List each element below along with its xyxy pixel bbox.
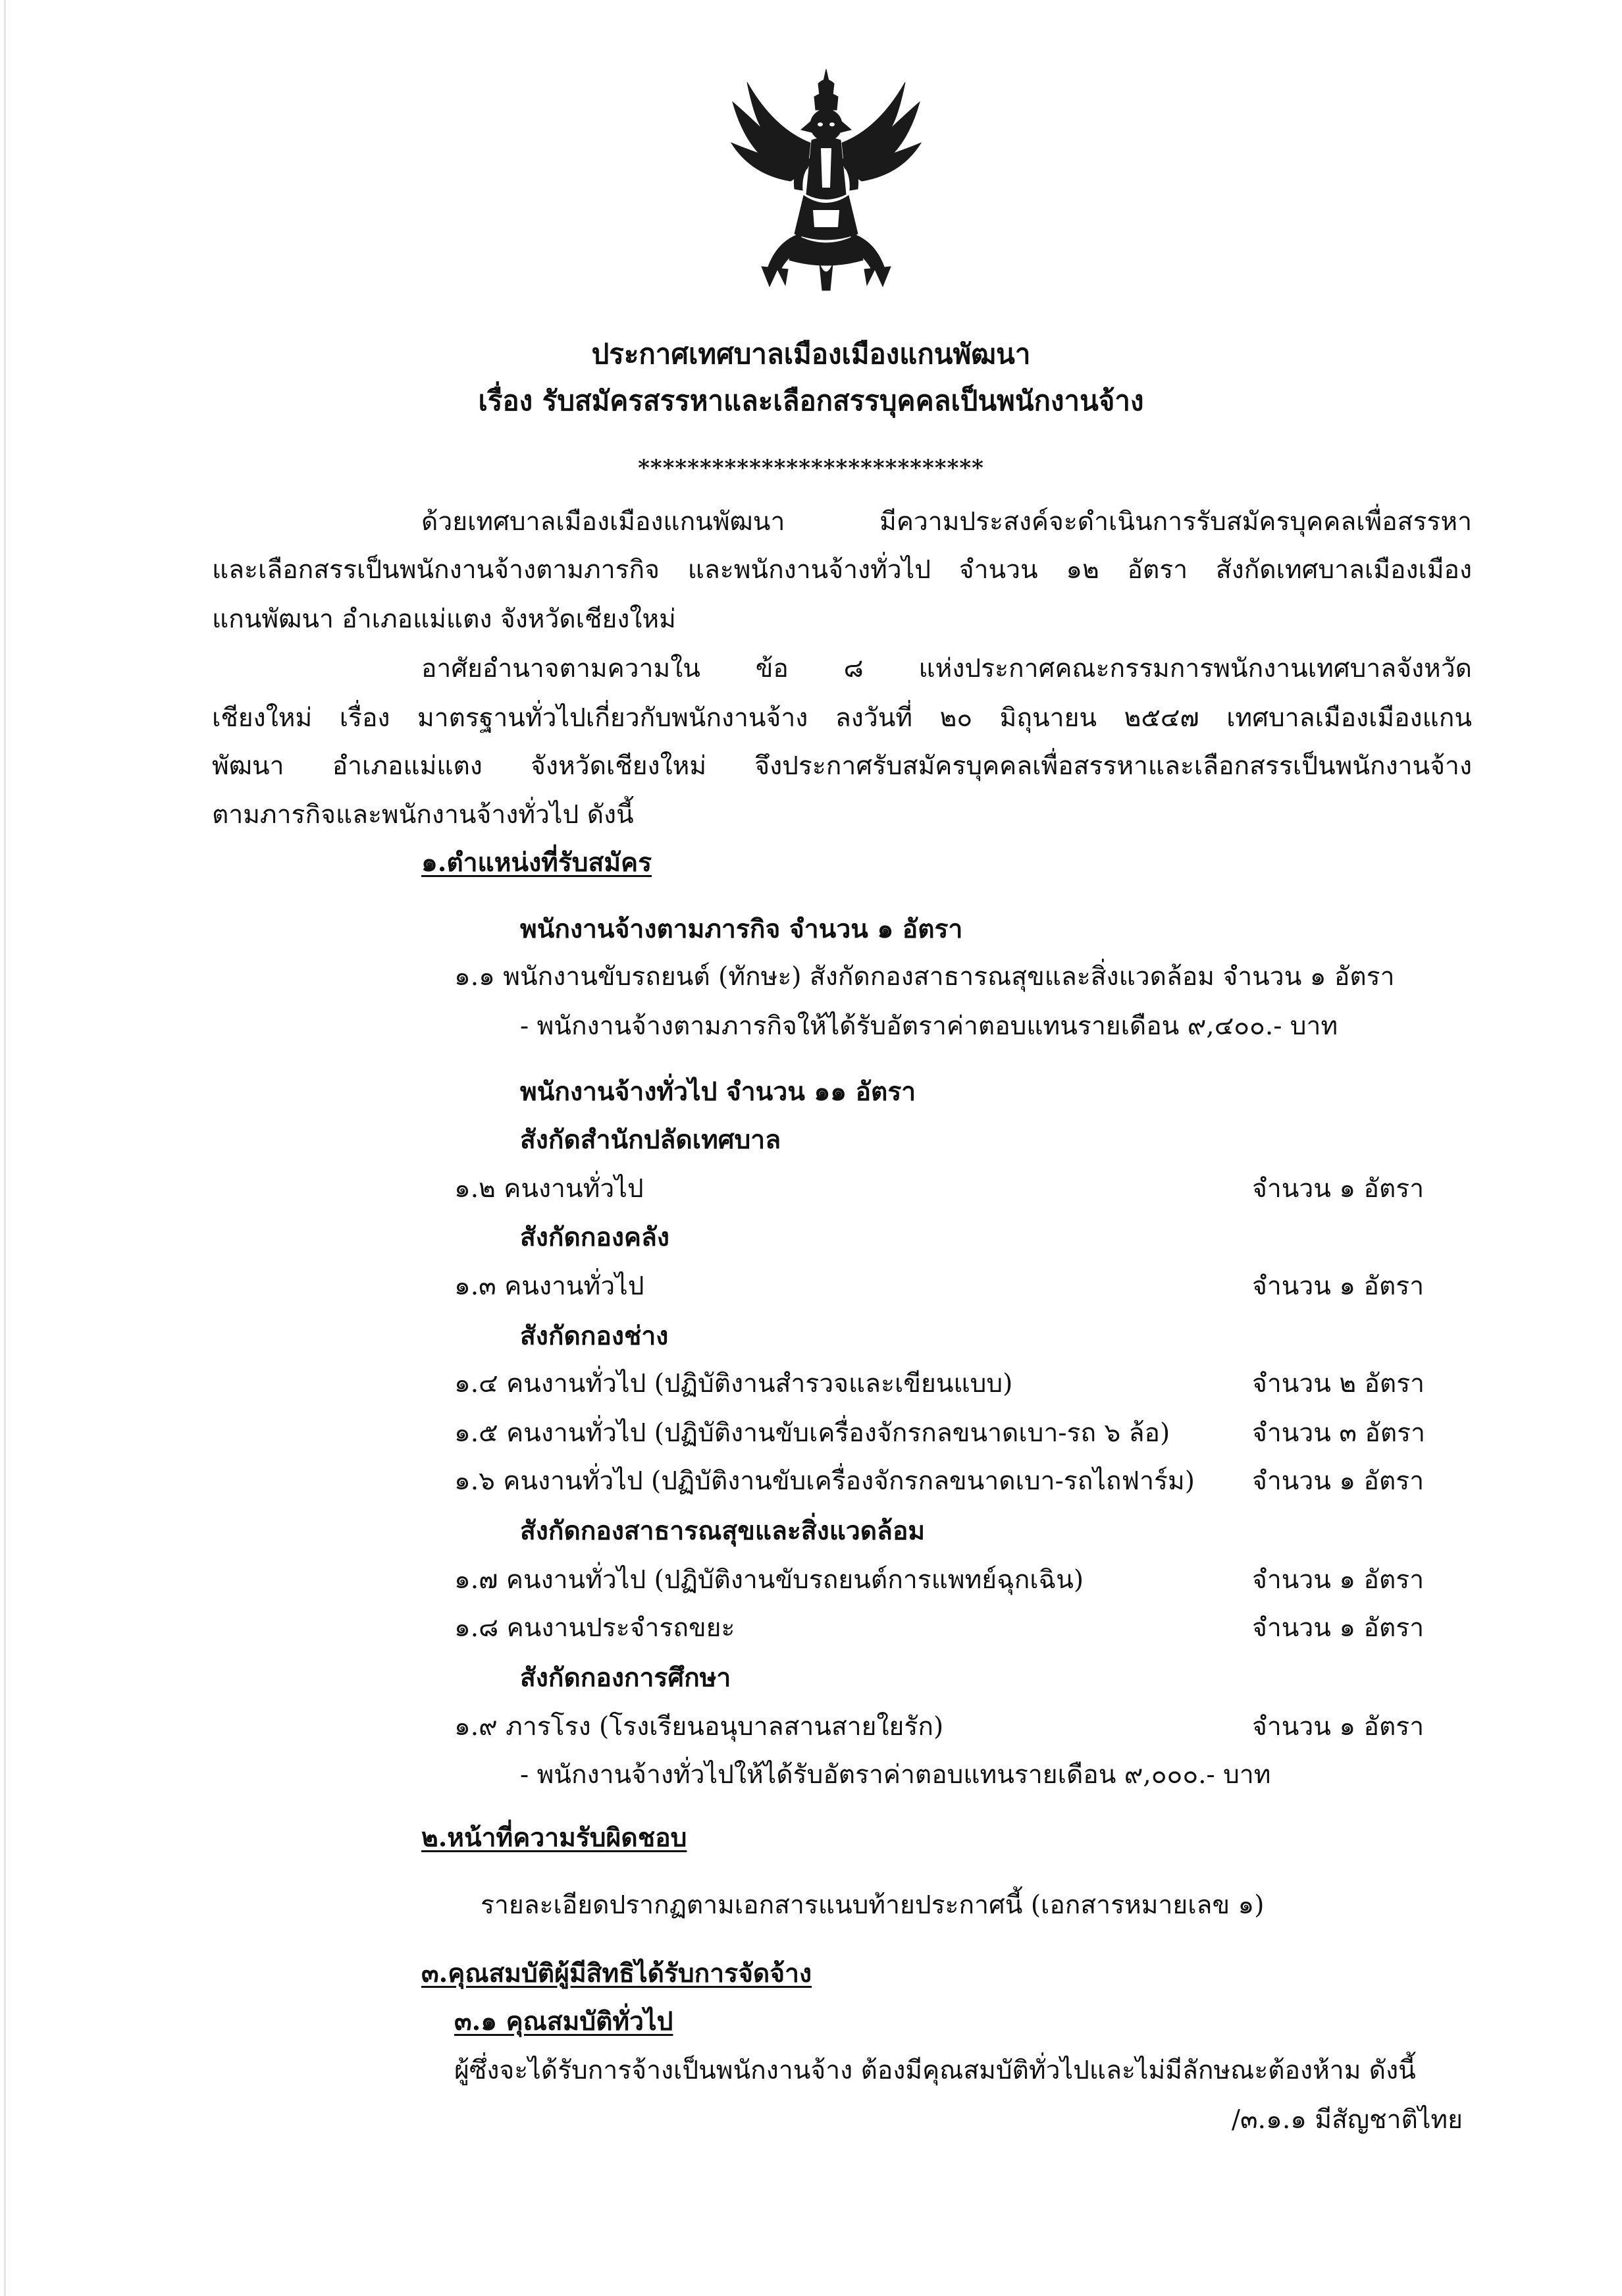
- item-1-3-count: จำนวน ๑ อัตรา: [1252, 1271, 1425, 1301]
- section1-heading: ๑.ตำแหน่งที่รับสมัคร: [421, 847, 652, 878]
- unit-office: สังกัดสำนักปลัดเทศบาล: [520, 1125, 781, 1155]
- garuda-emblem: [727, 69, 925, 293]
- intro-p1-line2: และเลือกสรรเป็นพนักงานจ้างตามภารกิจ และพนักงานจ้างทั่วไป จำนวน ๑๒ อัตรา สังกัดเทศบาลเมืองเมือง: [212, 555, 1472, 585]
- item-1-7-count: จำนวน ๑ อัตรา: [1252, 1565, 1425, 1595]
- mission-staff-heading: พนักงานจ้างตามภารกิจ จำนวน ๑ อัตรา: [520, 914, 963, 944]
- item-1-4-count: จำนวน ๒ อัตรา: [1252, 1369, 1425, 1399]
- stars-divider: ****************************: [638, 455, 984, 481]
- item-1-3-label: ๑.๓ คนงานทั่วไป: [454, 1271, 644, 1301]
- item-1-8-count: จำนวน ๑ อัตรา: [1252, 1613, 1425, 1643]
- intro-p1-line1: ด้วยเทศบาลเมืองเมืองแกนพัฒนา มีความประสงค์จะดำเนินการรับสมัครบุคคลเพื่อสรรหา: [421, 507, 1472, 537]
- section3-heading: ๓.คุณสมบัติผู้มีสิทธิได้รับการจัดจ้าง: [421, 1958, 812, 1989]
- item-1-7-label: ๑.๗ คนงานทั่วไป (ปฏิบัติงานขับรถยนต์การแพทย์ฉุกเฉิน): [454, 1565, 1084, 1595]
- item-1-4-label: ๑.๔ คนงานทั่วไป (ปฏิบัติงานสำรวจและเขียนแบบ): [454, 1369, 1013, 1399]
- mission-pay: - พนักงานจ้างตามภารกิจให้ได้รับอัตราค่าตอบแทนรายเดือน ๙,๔๐๐.- บาท: [520, 1011, 1338, 1041]
- general-pay: - พนักงานจ้างทั่วไปให้ได้รับอัตราค่าตอบแทนรายเดือน ๙,๐๐๐.- บาท: [520, 1760, 1271, 1790]
- section3-sub-heading: ๓.๑ คุณสมบัติทั่วไป: [454, 2006, 673, 2037]
- unit-engineering: สังกัดกองช่าง: [520, 1321, 669, 1351]
- item-1-6-label: ๑.๖ คนงานทั่วไป (ปฏิบัติงานขับเครื่องจักรกลขนาดเบา-รถไถฟาร์ม): [454, 1466, 1195, 1496]
- item-1-5-count: จำนวน ๓ อัตรา: [1252, 1418, 1426, 1448]
- intro-p2-line1: อาศัยอำนาจตามความใน ข้อ ๘ แห่งประกาศคณะกรรมการพนักงานเทศบาลจังหวัด: [421, 654, 1472, 683]
- announcement-subject: เรื่อง รับสมัครสรรหาและเลือกสรรบุคคลเป็นพนักงานจ้าง: [478, 385, 1144, 417]
- item-1-1: ๑.๑ พนักงานขับรถยนต์ (ทักษะ) สังกัดกองสาธารณสุขและสิ่งแวดล้อม จำนวน ๑ อัตรา: [454, 962, 1395, 992]
- section2-text: รายละเอียดปรากฏตามเอกสารแนบท้ายประกาศนี้ (เอกสารหมายเลข ๑): [481, 1890, 1265, 1920]
- general-staff-heading: พนักงานจ้างทั่วไป จำนวน ๑๑ อัตรา: [520, 1077, 916, 1107]
- item-1-9-count: จำนวน ๑ อัตรา: [1252, 1712, 1425, 1742]
- section2-heading: ๒.หน้าที่ความรับผิดชอบ: [421, 1823, 687, 1853]
- intro-p2-line3: พัฒนา อำเภอแม่แตง จังหวัดเชียงใหม่ จึงประกาศรับสมัครบุคคลเพื่อสรรหาและเลือกสรรเป็นพนักงานจ้าง: [212, 751, 1472, 781]
- intro-p1-line3: แกนพัฒนา อำเภอแม่แตง จังหวัดเชียงใหม่: [212, 604, 676, 634]
- unit-finance: สังกัดกองคลัง: [520, 1222, 669, 1252]
- item-1-8-label: ๑.๘ คนงานประจำรถขยะ: [454, 1613, 735, 1643]
- unit-education: สังกัดกองการศึกษา: [520, 1663, 731, 1693]
- intro-p2-line2: เชียงใหม่ เรื่อง มาตรฐานทั่วไปเกี่ยวกับพนักงานจ้าง ลงวันที่ ๒๐ มิถุนายน ๒๕๔๗ เทศบาลเมืองเมืองแกน: [212, 703, 1472, 733]
- continued-marker: /๓.๑.๑ มีสัญชาติไทย: [1231, 2105, 1463, 2135]
- item-1-2-label: ๑.๒ คนงานทั่วไป: [454, 1174, 644, 1204]
- section3-text: ผู้ซึ่งจะได้รับการจ้างเป็นพนักงานจ้าง ต้องมีคุณสมบัติทั่วไปและไม่มีลักษณะต้องห้าม ดังนี้: [454, 2056, 1416, 2085]
- intro-p2-line4: ตามภารกิจและพนักงานจ้างทั่วไป ดังนี้: [212, 800, 634, 830]
- item-1-9-label: ๑.๙ ภารโรง (โรงเรียนอนุบาลสานสายใยรัก): [454, 1712, 944, 1742]
- item-1-5-label: ๑.๕ คนงานทั่วไป (ปฏิบัติงานขับเครื่องจักรกลขนาดเบา-รถ ๖ ล้อ): [454, 1418, 1170, 1448]
- item-1-2-count: จำนวน ๑ อัตรา: [1252, 1174, 1425, 1204]
- unit-public-health: สังกัดกองสาธารณสุขและสิ่งแวดล้อม: [520, 1516, 926, 1546]
- announcement-title: ประกาศเทศบาลเมืองเมืองแกนพัฒนา: [591, 338, 1031, 370]
- item-1-6-count: จำนวน ๑ อัตรา: [1252, 1466, 1425, 1496]
